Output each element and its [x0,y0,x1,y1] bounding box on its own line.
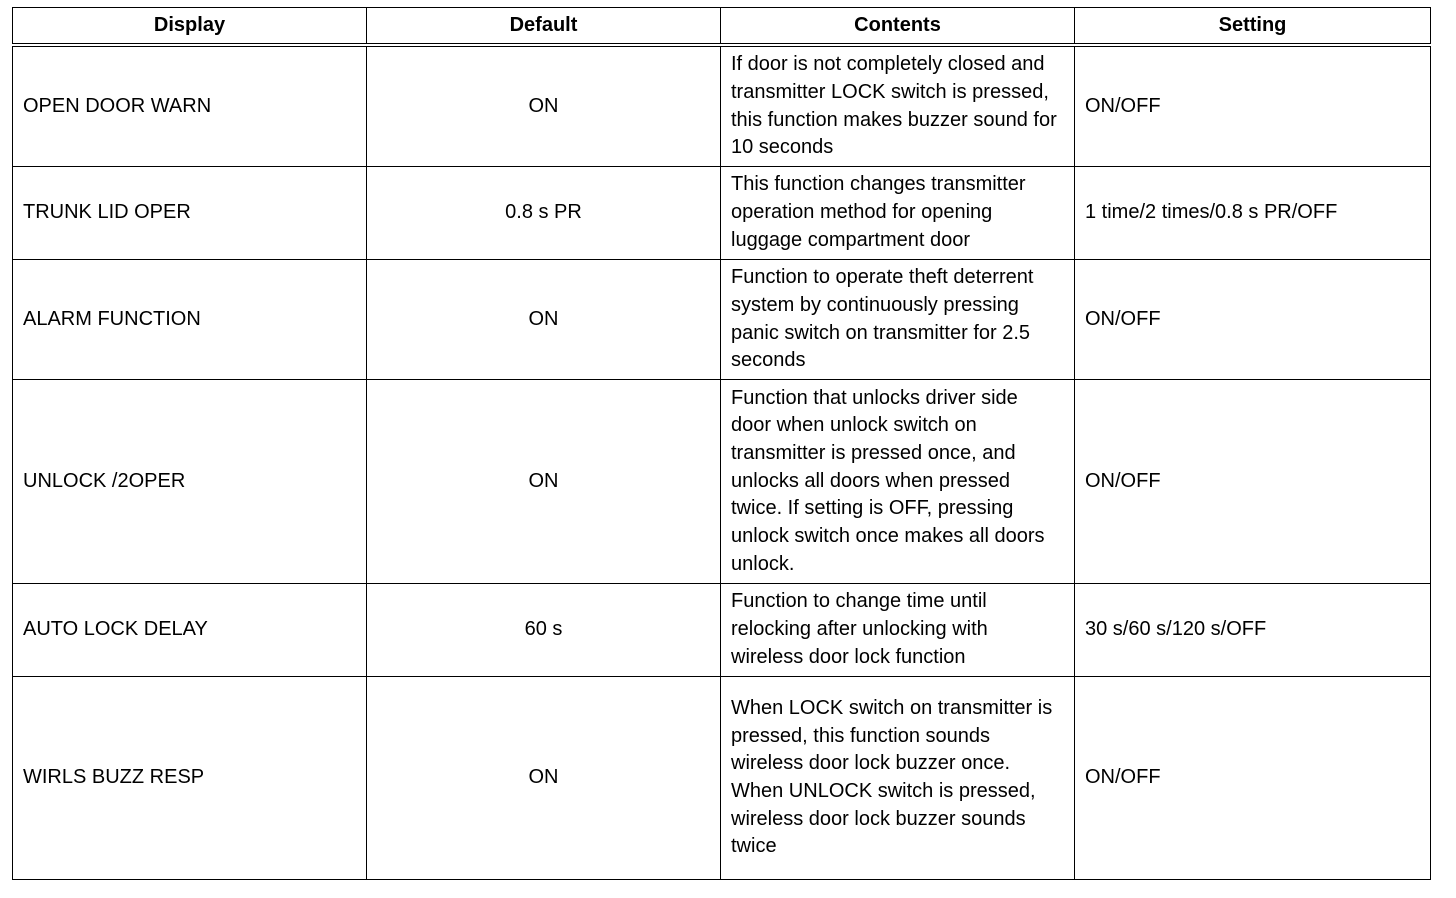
setting-cell: ON/OFF [1075,380,1431,584]
contents-cell: Function to change time until relocking after unlocking with wireless door lock function [721,584,1075,677]
header-setting: Setting [1075,8,1431,46]
contents-cell: If door is not completely closed and transmitter LOCK switch is pressed, this function makes buzzer sound for 10 seconds [721,45,1075,167]
display-cell: TRUNK LID OPER [13,167,367,260]
display-cell: ALARM FUNCTION [13,260,367,380]
table-row [13,45,1431,167]
display-cell: AUTO LOCK DELAY [13,584,367,677]
default-cell: ON [367,380,721,584]
setting-cell: ON/OFF [1075,677,1431,880]
customize-settings-table [12,7,1431,880]
default-cell: 60 s [367,584,721,677]
table-row [13,677,1431,880]
header-default: Default [367,8,721,46]
display-cell: UNLOCK /2OPER [13,380,367,584]
setting-cell: ON/OFF [1075,260,1431,380]
setting-cell: ON/OFF [1075,45,1431,167]
default-cell: ON [367,677,721,880]
display-cell: WIRLS BUZZ RESP [13,677,367,880]
default-cell: ON [367,260,721,380]
contents-cell: Function to operate theft deterrent system by continuously pressing panic switch on transmitter for 2.5 seconds [721,260,1075,380]
table-row [13,167,1431,260]
contents-cell: This function changes transmitter operation method for opening luggage compartment door [721,167,1075,260]
contents-cell: When LOCK switch on transmitter is pressed, this function sounds wireless door lock buzzer once. When UNLOCK switch is pressed, wireless door lock buzzer sounds twice [721,677,1075,880]
default-cell: ON [367,45,721,167]
setting-cell: 30 s/60 s/120 s/OFF [1075,584,1431,677]
table-header-row [13,8,1431,46]
header-display: Display [13,8,367,46]
header-contents: Contents [721,8,1075,46]
default-cell: 0.8 s PR [367,167,721,260]
display-cell: OPEN DOOR WARN [13,45,367,167]
table-row [13,380,1431,584]
table-row [13,260,1431,380]
contents-cell: Function that unlocks driver side door when unlock switch on transmitter is pressed once, and unlocks all doors when pressed twice. If setting is OFF, pressing unlock switch once makes all doors unlock. [721,380,1075,584]
setting-cell: 1 time/2 times/0.8 s PR/OFF [1075,167,1431,260]
table-row [13,584,1431,677]
